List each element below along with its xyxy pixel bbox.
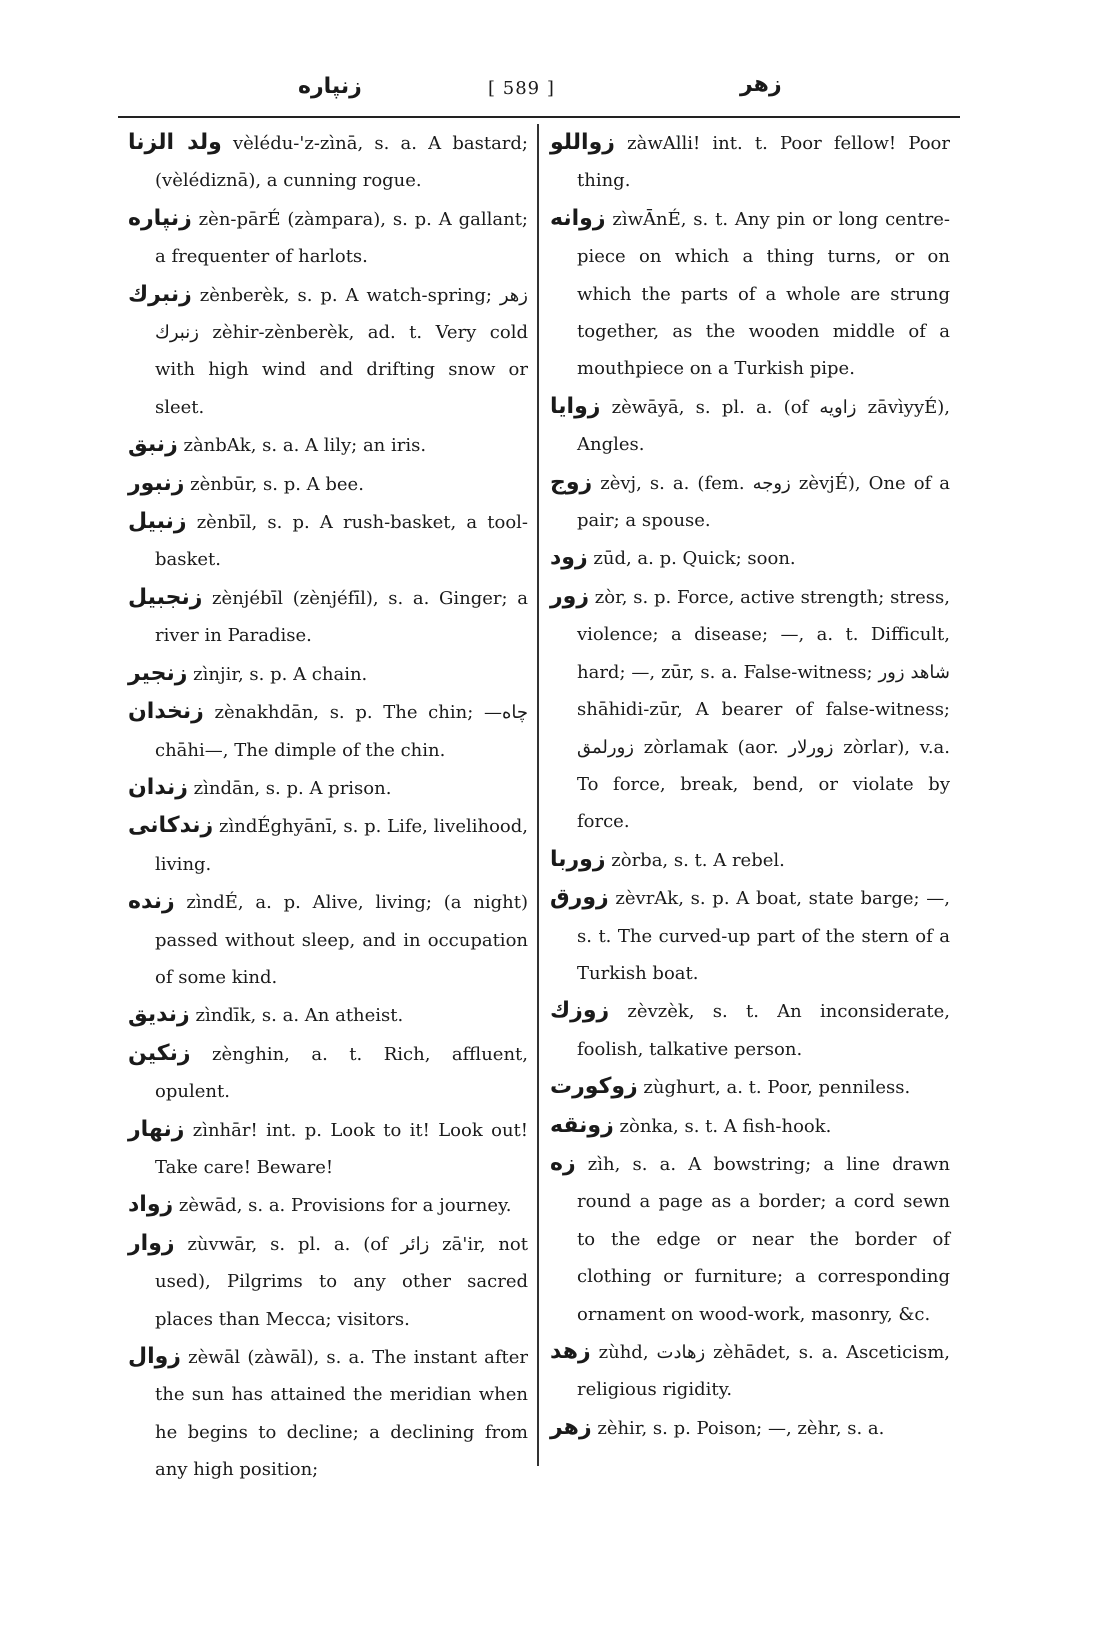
headword: زوال — [128, 1344, 181, 1369]
entry-definition: zùhd, زهادت zèhādet, s. a. Asceticism, religious rigidity. — [577, 1342, 950, 1401]
dictionary-entry — [128, 579, 528, 655]
dictionary-entry — [128, 1035, 528, 1111]
dictionary-entry — [550, 388, 950, 464]
left-column — [128, 124, 528, 1489]
entry-definition: zèwāl (zàwāl), s. a. The instant after the sun has attained the meridian when he begins to decline; a declining from any high position; — [155, 1347, 528, 1481]
headword: زوكورت — [550, 1074, 638, 1100]
headword: زهد — [550, 1339, 591, 1364]
dictionary-entry — [128, 426, 528, 464]
dictionary-entry — [550, 1409, 950, 1447]
dictionary-entry — [550, 1333, 950, 1409]
dictionary-entry — [128, 1225, 528, 1338]
headword: زنپاره — [128, 205, 192, 231]
entry-definition: zìnhār! int. p. Look to it! Look out! Take care! Beware! — [155, 1119, 528, 1178]
dictionary-entry — [550, 879, 950, 992]
entry-definition: zèwād, s. a. Provisions for a journey. — [173, 1195, 512, 1217]
headword: زود — [550, 545, 588, 571]
entry-definition: zèn-pārÉ (zàmpara), s. p. A gallant; a frequenter of harlots. — [155, 208, 528, 268]
entry-definition: zìh, s. a. A bowstring; a line drawn round a page as a border; a cord sewn to the edge or near the border of clothing or furniture; a corresponding ornament on wood-work, masonry, &c. — [575, 1153, 950, 1325]
dictionary-entry — [128, 124, 528, 200]
entry-definition: zìnjir, s. p. A chain. — [187, 663, 368, 685]
headword: زنخدان — [128, 699, 204, 725]
page-number: [ 589 ] — [488, 78, 555, 99]
dictionary-entry — [550, 841, 950, 879]
entry-definition: zènbūr, s. p. A bee. — [184, 473, 364, 495]
right-catchword: زهر — [740, 72, 782, 97]
headword: زوايا — [550, 393, 601, 419]
dictionary-entry — [128, 693, 528, 769]
dictionary-entry — [128, 883, 528, 996]
headword: زنده — [128, 889, 175, 915]
dictionary-entry — [128, 200, 528, 276]
headword: زنبور — [128, 470, 185, 496]
entry-definition: zèhir, s. p. Poison; —, zèhr, s. a. — [591, 1417, 885, 1439]
entry-definition: zìndÉghyānī, s. p. Life, livelihood, living. — [155, 816, 528, 875]
dictionary-entry — [550, 578, 950, 841]
header-rule — [118, 116, 960, 118]
dictionary-entry — [550, 539, 950, 577]
entry-definition: zìwĀnÉ, s. t. Any pin or long centre-piece on which a thing turns, or on which the parts of a whole are strung together, as the wooden middle of a mouthpiece on a Turkish pipe. — [577, 208, 950, 380]
headword: زنبق — [128, 432, 178, 458]
headword: زنبرك — [128, 281, 192, 307]
headword: زنبيل — [128, 509, 187, 535]
headword: زوار — [128, 1230, 175, 1256]
entry-definition: zènbīl, s. p. A rush-basket, a tool-basket. — [155, 512, 528, 571]
entry-definition: zènjébīl (zènjéfīl), s. a. Ginger; a river in Paradise. — [155, 587, 528, 647]
page-header — [118, 68, 958, 116]
headword: زندان — [128, 774, 188, 800]
entry-definition: zùghurt, a. t. Poor, penniless. — [637, 1077, 911, 1099]
column-divider — [537, 124, 539, 1466]
right-column — [550, 124, 950, 1447]
dictionary-entry — [550, 1145, 950, 1333]
dictionary-entry — [128, 1111, 528, 1187]
headword: زنهار — [128, 1116, 185, 1142]
entry-definition: zòr, s. p. Force, active strength; stress, violence; a disease; —, a. t. Difficult, hard; —, zūr, s. a. False-witness; شاهد زور shāhidi-zūr, A bearer of false-witness; زورلمق zòrlamak (aor. زورلار zòrlar), v.a. To force, break, bend, or violate by force. — [577, 586, 950, 833]
dictionary-entry — [128, 655, 528, 693]
dictionary-entry — [550, 200, 950, 388]
headword: زنجير — [128, 660, 188, 686]
dictionary-entry — [128, 769, 528, 807]
dictionary-entry — [550, 1107, 950, 1145]
dictionary-entry — [128, 465, 528, 503]
entry-definition: zènakhdān, s. p. The chin; —چاه chāhi—, The dimple of the chin. — [155, 702, 528, 761]
headword: زوربا — [550, 846, 606, 872]
headword: زنجبيل — [128, 584, 203, 610]
entry-definition: zùvwār, s. pl. a. (of زائر zā'ir, not used), Pilgrims to any other sacred places than Mecca; visitors. — [155, 1233, 528, 1330]
entry-definition: zènghin, a. t. Rich, affluent, opulent. — [155, 1043, 528, 1103]
headword: زنديق — [128, 1002, 190, 1028]
headword: زواللو — [550, 130, 615, 155]
headword: ولد الزنا — [128, 130, 222, 155]
headword: زونقه — [550, 1112, 614, 1138]
headword: زوزك — [550, 998, 610, 1024]
entry-definition: zèvzèk, s. t. An inconsiderate, foolish, talkative person. — [577, 1001, 950, 1060]
headword: زهر — [550, 1414, 592, 1440]
entry-definition: zànbAk, s. a. A lily; an iris. — [177, 435, 427, 457]
entry-definition: vèlédu-'z-zìnā, s. a. A bastard; (vèlédiznā), a cunning rogue. — [155, 133, 528, 192]
dictionary-entry — [128, 1186, 528, 1224]
dictionary-entry — [550, 124, 950, 200]
entry-definition: zūd, a. p. Quick; soon. — [587, 548, 796, 570]
entry-definition: zèvrAk, s. p. A boat, state barge; —, s. t. The curved-up part of the stern of a Turkish boat. — [577, 888, 950, 984]
headword: زور — [550, 583, 590, 609]
dictionary-entry — [550, 1068, 950, 1106]
entry-definition: zèvj, s. a. (fem. زوجه zèvjÉ), One of a pair; a spouse. — [577, 472, 950, 532]
dictionary-entry — [128, 276, 528, 427]
entry-definition: zàwAlli! int. t. Poor fellow! Poor thing. — [577, 133, 950, 192]
headword: زنكين — [128, 1040, 191, 1066]
headword: زندكانى — [128, 813, 214, 839]
entry-definition: zènberèk, s. p. A watch-spring; زهر زنبرك zèhir-zènberèk, ad. t. Very cold with high wind and drifting snow or sleet. — [155, 284, 528, 418]
left-catchword: زنپاره — [298, 74, 362, 99]
dictionary-entry — [128, 807, 528, 883]
entry-definition: zìndīk, s. a. An atheist. — [189, 1005, 404, 1027]
entry-definition: zòrba, s. t. A rebel. — [605, 849, 785, 871]
headword: زه — [550, 1150, 576, 1176]
dictionary-entry — [128, 1338, 528, 1489]
entry-definition: zèwāyā, s. pl. a. (of زاويه zāvìyyÉ), Angles. — [577, 396, 950, 456]
headword: زواد — [128, 1192, 174, 1218]
dictionary-entry — [128, 503, 528, 579]
dictionary-entry — [128, 996, 528, 1034]
dictionary-entry — [550, 992, 950, 1068]
entry-definition: zìndān, s. p. A prison. — [187, 777, 392, 799]
headword: زوج — [550, 469, 593, 495]
headword: زوانه — [550, 205, 606, 231]
entry-definition: zònka, s. t. A fish-hook. — [613, 1115, 832, 1137]
dictionary-entry — [550, 464, 950, 540]
entry-definition: zìndÉ, a. p. Alive, living; (a night) passed without sleep, and in occupation of some kind. — [155, 892, 528, 988]
headword: زورق — [550, 885, 609, 911]
